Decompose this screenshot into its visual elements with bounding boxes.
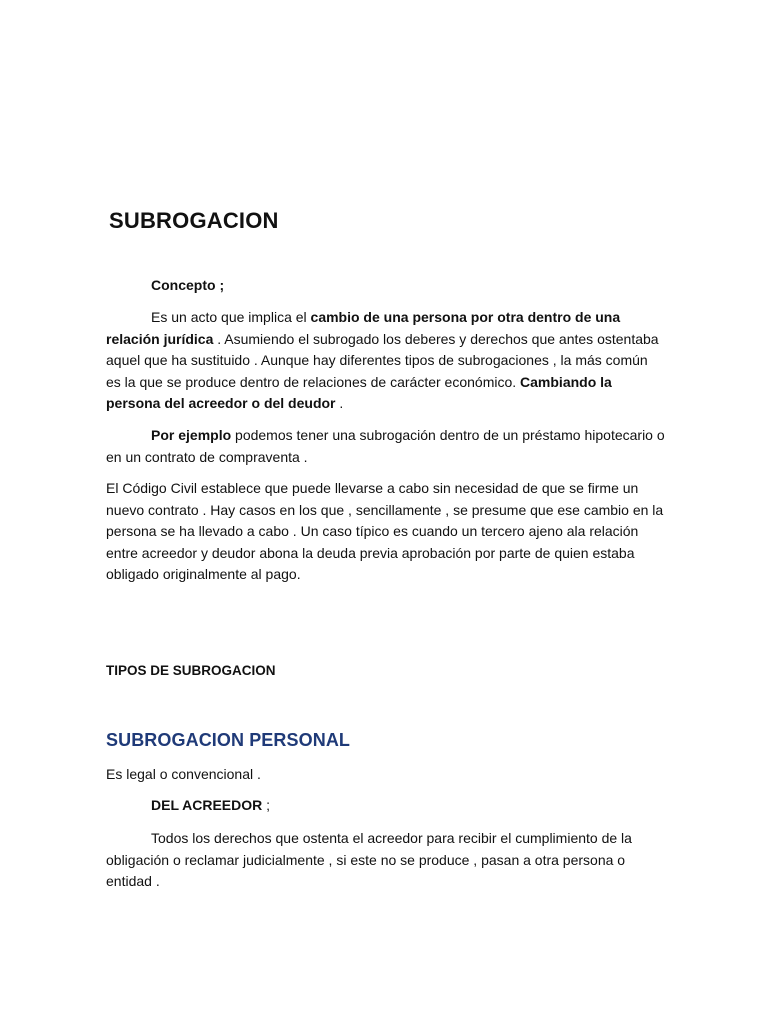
definition-text-2: . Asumiendo el subrogado los deberes y derechos que antes ostentaba aquel que ha sustituido . Aunque hay diferentes tipos de subrogaciones , la más común es la que se produce dentro de relaciones de carácter económico.	[106, 330, 659, 390]
del-acreedor-rest: ;	[262, 797, 271, 813]
example-text: podemos tener una subrogación dentro de un préstamo hipotecario o en un contrato de compraventa .	[106, 427, 665, 465]
concepto-label-text: Concepto ;	[151, 277, 225, 293]
example-paragraph	[106, 425, 666, 468]
definition-text-1: Es un acto que implica el	[151, 309, 311, 325]
example-bold: Por ejemplo	[151, 427, 232, 443]
definition-text-3: .	[335, 395, 344, 411]
del-acreedor-bold: DEL ACREEDOR	[151, 797, 263, 813]
personal-heading: SUBROGACION PERSONAL	[106, 730, 351, 750]
tipos-heading: TIPOS DE SUBROGACION	[106, 663, 276, 678]
personal-intro: Es legal o convencional .	[106, 766, 261, 782]
definition-bold-1: cambio de una persona por otra dentro de una relación jurídica	[106, 309, 621, 347]
definition-paragraph	[106, 307, 666, 415]
acreedor-paragraph: Todos los derechos que ostenta el acreedor para recibir el cumplimiento de la obligación o reclamar judicialmente , si este no se produce , pasan a otra persona o entidad .	[106, 830, 632, 889]
document-title: SUBROGACION	[109, 208, 279, 233]
codigo-civil-paragraph: El Código Civil establece que puede llevarse a cabo sin necesidad de que se firme un nuevo contrato . Hay casos en los que , sencillamente , se presume que ese cambio en la persona se ha llevado a cabo . Un caso típico es cuando un tercero ajeno ala relación entre acreedor y deudor abona la deuda previa aprobación por parte de quien estaba obligado originalmente al pago.	[106, 480, 664, 582]
definition-bold-2: Cambiando la persona del acreedor o del deudor	[106, 373, 612, 411]
del-acreedor-label	[106, 795, 666, 817]
concepto-label	[106, 275, 666, 297]
